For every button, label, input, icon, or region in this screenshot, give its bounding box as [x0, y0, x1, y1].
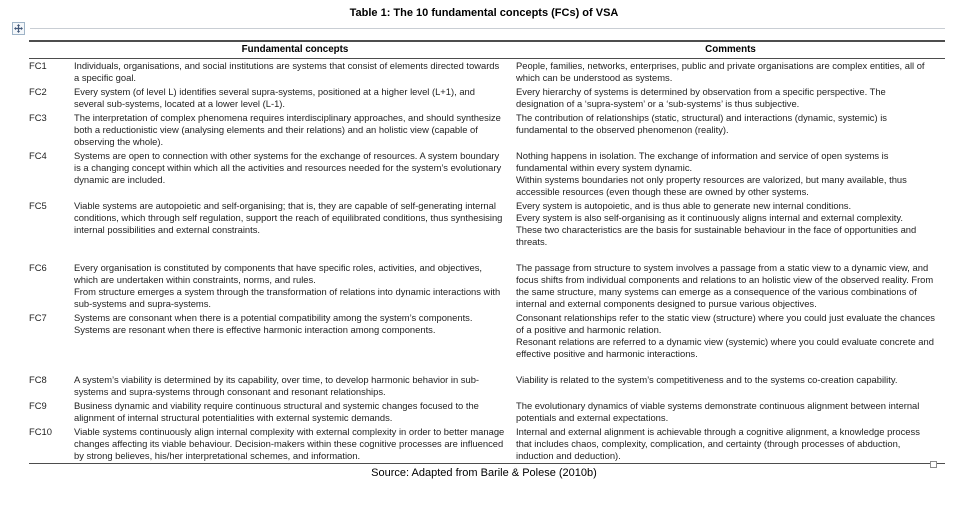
table-title: Table 1: The 10 fundamental concepts (FCs) of VSA [349, 7, 619, 19]
paragraph: Every organisation is constituted by components that have specific roles, activities, and objectives, which are undertaken within constraints, norms, and rules. [74, 262, 483, 285]
paragraph: FC7 [29, 312, 47, 323]
fc-concept-cell [74, 59, 516, 86]
fc-table [29, 40, 945, 464]
paragraph: Viability is related to the system’s competitiveness and to the systems co-creation capability. [516, 374, 898, 385]
fc-id [29, 261, 74, 311]
paragraph: FC4 [29, 150, 47, 161]
fc-concept-cell [74, 399, 516, 425]
paragraph: Within systems boundaries not only property resources are valorized, but many available, thus accessible resources (even though these are owned by other systems. [516, 174, 907, 197]
paragraph: FC8 [29, 374, 47, 385]
paragraph: Every system is autopoietic, and is thus able to generate new internal conditions. [516, 200, 852, 211]
header-fundamental-concepts: Fundamental concepts [74, 41, 516, 59]
paragraph: Systems are resonant when there is effective harmonic interaction among components. [74, 324, 436, 335]
fc-id [29, 85, 74, 111]
paragraph: Every system is also self-organising as it continuously aligns internal and external complexity. [516, 212, 903, 223]
fc-comments-cell [516, 149, 945, 199]
paragraph: Viable systems continuously align internal complexity with external complexity in order to better manage changes affecting its viable behaviour. Decision-makers within these cognitive processes are influenced by strong believes, his/her interpretational schemes, and information. [74, 426, 505, 461]
paragraph: Every system (of level L) identifies several supra-systems, positioned at a higher level (L+1), and several sub-systems, located at a lower level (L-1). [74, 86, 475, 109]
fc-concept-cell [74, 149, 516, 199]
table-header-row [29, 41, 945, 59]
table-row [29, 373, 945, 399]
paragraph [516, 248, 935, 260]
paragraph: Nothing happens in isolation. The exchange of information and service of open systems is fundamental within every system dynamic. [516, 150, 889, 173]
fc-concept-cell [74, 199, 516, 261]
table-row [29, 199, 945, 261]
fc-table-container [29, 40, 945, 464]
paragraph: FC10 [29, 426, 52, 437]
fc-comments-cell [516, 199, 945, 261]
paragraph: Every hierarchy of systems is determined by observation from a specific perspective. The designation of a ‘supra-system’ or a ‘sub-systems’ is thus subjective. [516, 86, 886, 109]
fc-concept-cell [74, 261, 516, 311]
fc-id [29, 425, 74, 464]
table-resize-handle-icon[interactable] [930, 461, 937, 468]
paragraph: Individuals, organisations, and social institutions are systems that consist of elements directed towards a specific goal. [74, 60, 500, 83]
fc-concept-cell [74, 311, 516, 373]
paragraph: FC9 [29, 400, 47, 411]
paragraph: From structure emerges a system through the transformation of relations into dynamic interactions with sub-systems and supra-systems. [74, 286, 501, 309]
paragraph: The contribution of relationships (static, structural) and interactions (dynamic, systemic) is fundamental to the observed phenomenon (reality). [516, 112, 887, 135]
fc-concept-cell [74, 373, 516, 399]
fc-concept-cell [74, 85, 516, 111]
paragraph: FC3 [29, 112, 47, 123]
paragraph: Consonant relationships refer to the static view (structure) where you could just evaluate the chances of a positive and harmonic relation. [516, 312, 935, 335]
paragraph: A system’s viability is determined by its capability, over time, to develop harmonic behavior in sub-systems and supra-systems through consonant and resonant relationships. [74, 374, 480, 397]
fc-comments-cell [516, 111, 945, 149]
fc-comments-cell [516, 399, 945, 425]
paragraph: People, families, networks, enterprises, public and private organisations are complex entities, all of which can be understood as systems. [516, 60, 925, 83]
fc-id [29, 399, 74, 425]
paragraph: FC5 [29, 200, 47, 211]
table-row [29, 425, 945, 464]
move-cross-icon [14, 24, 23, 33]
header-comments: Comments [516, 41, 945, 59]
paragraph: The interpretation of complex phenomena requires interdisciplinary approaches, and should synthesize both a reductionistic view (analysing elements and their relations) and an holistic view (capable of observing the whole). [74, 112, 501, 147]
divider-line [30, 28, 945, 29]
fc-id [29, 199, 74, 261]
table-row [29, 261, 945, 311]
fc-comments-cell [516, 311, 945, 373]
table-handle-strip [0, 22, 968, 38]
paragraph: These two characteristics are the basis for sustainable behaviour in the face of opportunities and threats. [516, 224, 917, 247]
paragraph: The passage from structure to system involves a passage from a static view to a dynamic view, and focus shifts from individual components and relations to an holistic view of the observed reality. From the same structure, many systems can emerge as a consequence of the various combinations of internal and external components designed to pursue various objectives. [516, 262, 934, 309]
table-row [29, 85, 945, 111]
paragraph: The evolutionary dynamics of viable systems demonstrate continuous alignment between internal potentials and external expectations. [516, 400, 920, 423]
paragraph: Systems are open to connection with other systems for the exchange of resources. A system boundary is a changing concept within which all the activities and resources needed for the system’s evolutionary dynamic are included. [74, 150, 502, 185]
table-row [29, 149, 945, 199]
paragraph: Viable systems are autopoietic and self-organising; that is, they are capable of self-generating internal conditions, which through self regulation, support the reach of equilibrated conditions, thus synthesising internal possibilities and external constraints. [74, 200, 503, 235]
fc-id [29, 59, 74, 86]
fc-id [29, 149, 74, 199]
fc-id [29, 373, 74, 399]
table-row [29, 399, 945, 425]
paragraph: Systems are consonant when there is a potential compatibility among the system’s components. [74, 312, 473, 323]
fc-comments-cell [516, 261, 945, 311]
fc-concept-cell [74, 425, 516, 464]
source-caption: Source: Adapted from Barile & Polese (2010b) [371, 467, 597, 479]
table-row [29, 111, 945, 149]
fc-comments-cell [516, 425, 945, 464]
table-row [29, 311, 945, 373]
fc-id [29, 311, 74, 373]
table-move-handle-icon[interactable] [12, 22, 25, 35]
fc-concept-cell [74, 111, 516, 149]
paragraph: Business dynamic and viability require continuous structural and systemic changes focused to the alignment of internal structural potentialities with external systemic demands. [74, 400, 479, 423]
header-fc [29, 41, 74, 59]
paragraph: FC6 [29, 262, 47, 273]
paragraph [516, 360, 935, 372]
paragraph: Resonant relations are referred to a dynamic view (systemic) where you could evaluate concrete and effective positive and harmonic interactions. [516, 336, 934, 359]
fc-comments-cell [516, 373, 945, 399]
fc-comments-cell [516, 85, 945, 111]
paragraph: FC2 [29, 86, 47, 97]
paragraph: FC1 [29, 60, 47, 71]
table-row [29, 59, 945, 86]
fc-comments-cell [516, 59, 945, 86]
fc-id [29, 111, 74, 149]
paragraph: Internal and external alignment is achievable through a cognitive alignment, a knowledge process that includes chaos, complexity, complication, and certainty (through processes of abduction, induction and deduction). [516, 426, 920, 461]
